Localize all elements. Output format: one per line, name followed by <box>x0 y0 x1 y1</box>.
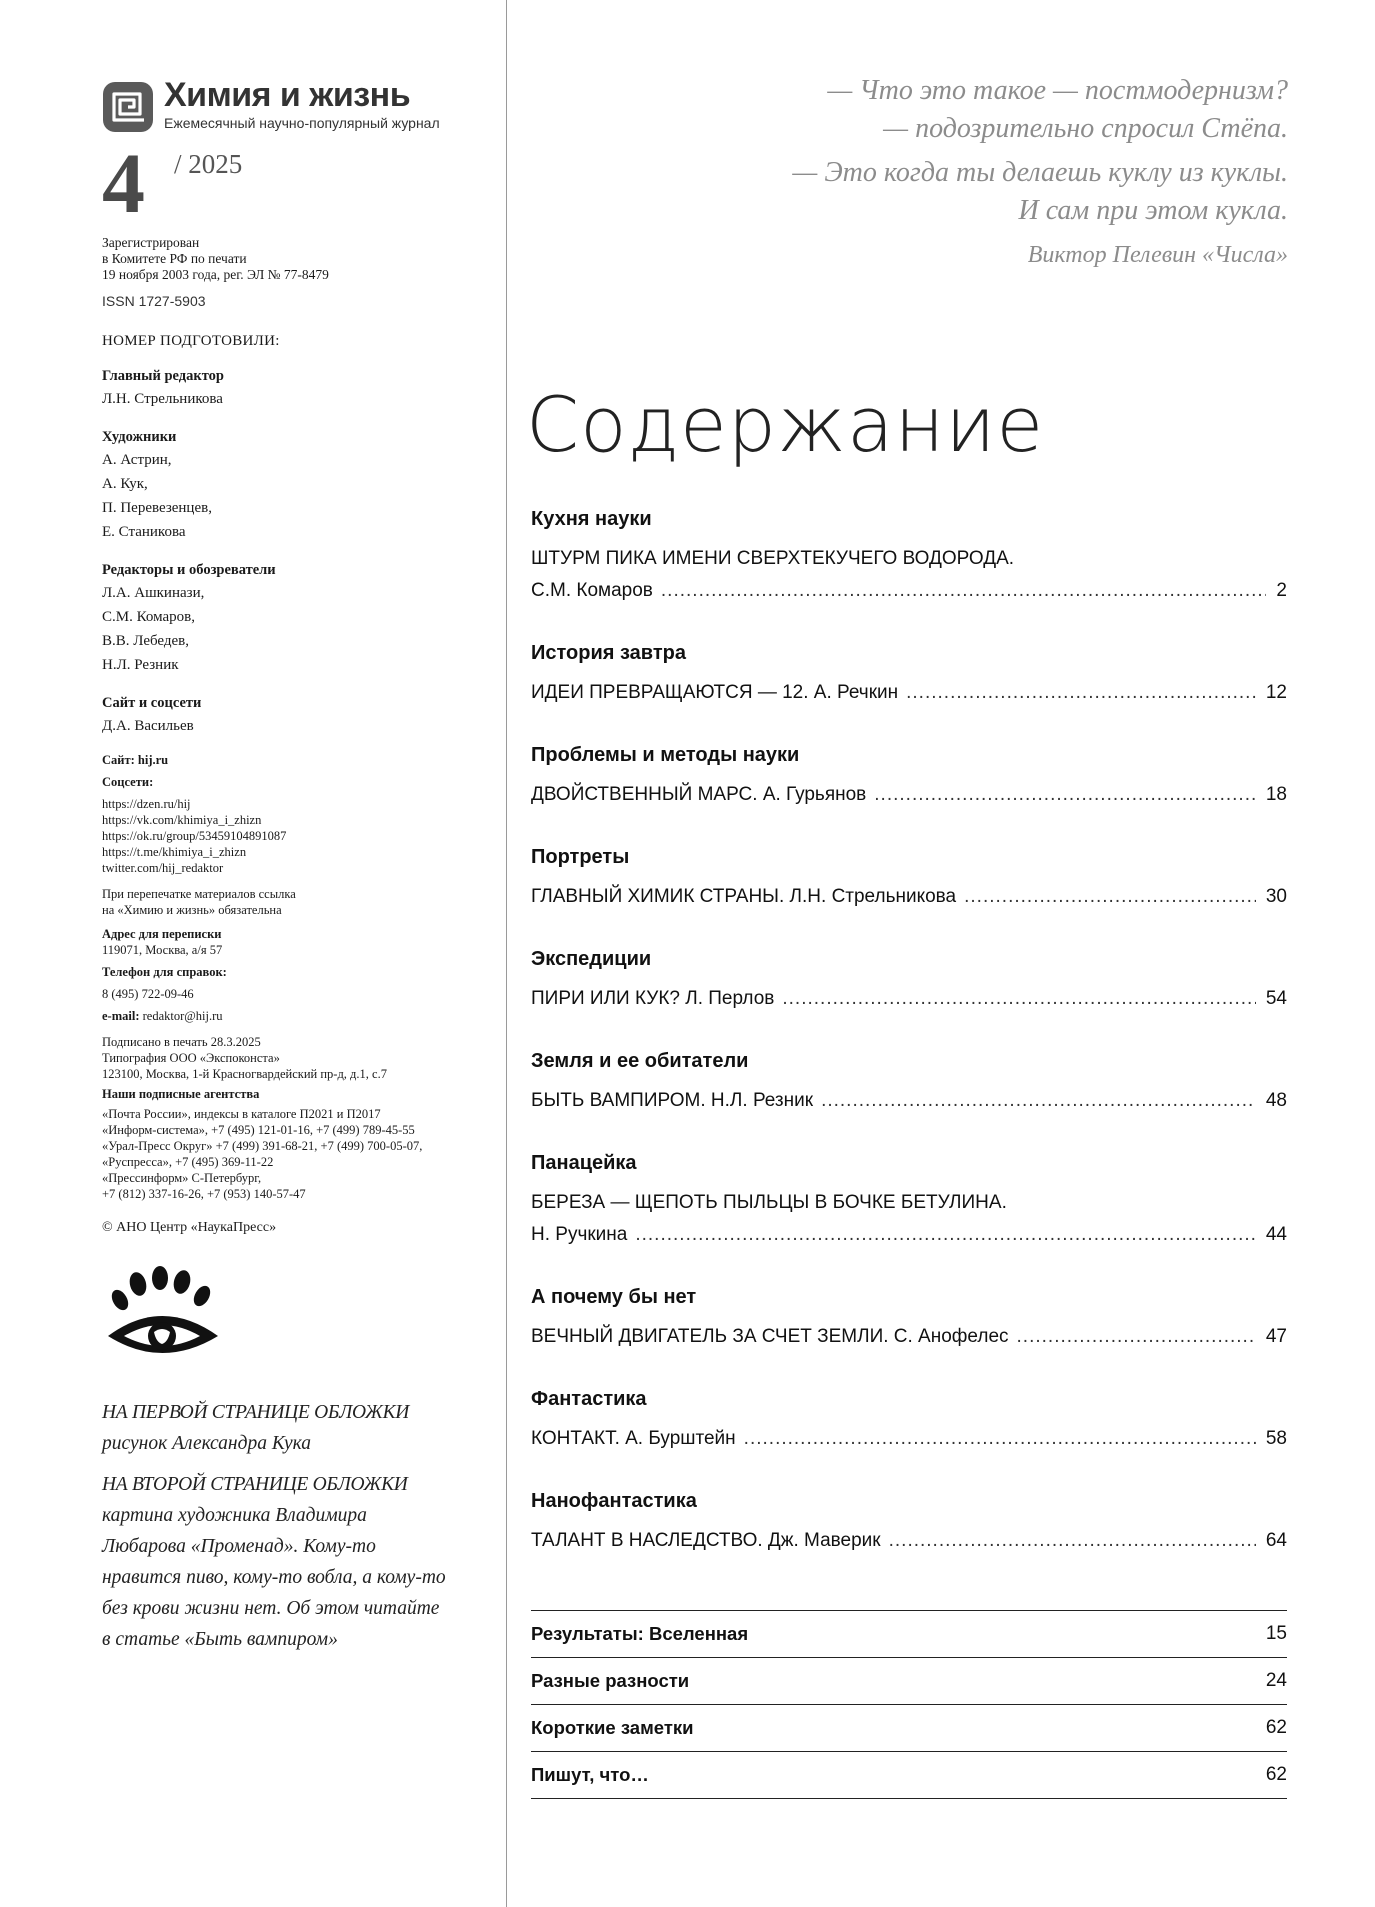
toc-section <box>531 946 1287 1048</box>
agency-line: «Урал-Пресс Округ» +7 (499) 391-68-21, +7 (499) 700-05-07, <box>102 1139 423 1153</box>
issue-number-block <box>102 135 494 231</box>
epigraph-line: И сам при этом кукла. <box>1018 195 1288 226</box>
toc-entry-line <box>531 1321 1287 1353</box>
toc-page-number: 18 <box>1265 784 1287 805</box>
extra-section-row[interactable] <box>531 1658 1287 1705</box>
toc-leader-dots <box>1017 1321 1256 1353</box>
extra-section-label: Результаты: Вселенная <box>531 1623 749 1644</box>
toc-page-number: 64 <box>1265 1530 1287 1551</box>
extra-section-label: Короткие заметки <box>531 1717 694 1738</box>
issn: ISSN 1727-5903 <box>102 293 206 309</box>
agency-line: «Информ-система», +7 (495) 121-01-16, +7 (499) 789-45-55 <box>102 1123 415 1137</box>
toc-entry[interactable] <box>531 543 1287 607</box>
staff-heading: НОМЕР ПОДГОТОВИЛИ: <box>102 333 280 349</box>
editor-name: Л.А. Ашкинази, <box>102 585 205 601</box>
toc-entry-text: ТАЛАНТ В НАСЛЕДСТВО. Дж. Маверик <box>531 1530 881 1551</box>
site-heading: Сайт и соцсети <box>102 695 202 711</box>
first-cover-text: рисунок Александра Кука <box>102 1433 311 1454</box>
toc-section-heading: Проблемы и методы науки <box>531 744 800 766</box>
toc-section <box>531 640 1287 742</box>
extra-section-page: 15 <box>1265 1623 1287 1644</box>
second-cover-line: Любарова «Променад». Кому-то <box>102 1536 376 1557</box>
toc-section-heading: Кухня науки <box>531 508 652 530</box>
toc-title: Содержание <box>526 380 1045 469</box>
toc-page-number: 12 <box>1265 682 1287 703</box>
toc-section <box>531 1488 1287 1568</box>
agency-line: «Почта России», индексы в каталоге П2021 и П2017 <box>102 1107 381 1121</box>
toc-entry[interactable] <box>531 881 1287 913</box>
social-link[interactable]: https://t.me/khimiya_i_zhizn <box>102 845 247 859</box>
cover-notes <box>102 1397 494 1655</box>
toc-entry[interactable] <box>531 1525 1287 1557</box>
extra-section-page: 24 <box>1265 1670 1287 1691</box>
site-person: Д.А. Васильев <box>102 718 194 734</box>
toc-entry-line <box>531 1423 1287 1455</box>
issue-number: 4 <box>102 135 145 231</box>
magazine-subtitle: Ежемесячный научно-популярный журнал <box>164 115 440 131</box>
toc-entry-text: ВЕЧНЫЙ ДВИГАТЕЛЬ ЗА СЧЕТ ЗЕМЛИ. С. Анофелес <box>531 1326 1009 1347</box>
toc-section <box>531 1048 1287 1150</box>
toc-entry-title: БЕРЕЗА — ЩЕПОТЬ ПЫЛЬЦЫ В БОЧКЕ БЕТУЛИНА. <box>531 1192 1007 1213</box>
toc-entry-line <box>531 1219 1287 1251</box>
agency-line: +7 (812) 337-16-26, +7 (953) 140-57-47 <box>102 1187 306 1201</box>
toc-entry[interactable] <box>531 1085 1287 1117</box>
toc-section <box>531 1284 1287 1386</box>
toc-page-number: 44 <box>1265 1224 1287 1245</box>
extra-section-label: Разные разности <box>531 1670 690 1691</box>
artists-heading: Художники <box>102 429 177 445</box>
epigraph-author: Виктор Пелевин «Числа» <box>1027 242 1288 268</box>
toc-section <box>531 506 1287 640</box>
extra-section-row[interactable] <box>531 1705 1287 1752</box>
toc-entry-author: Н. Ручкина <box>531 1224 628 1245</box>
toc-entry[interactable] <box>531 1187 1287 1251</box>
artist-name: П. Перевезенцев, <box>102 500 212 516</box>
epigraph <box>588 72 1288 274</box>
registration-line: 19 ноября 2003 года, рег. ЭЛ № 77-8479 <box>102 267 329 282</box>
social-links <box>102 796 494 876</box>
toc-section <box>531 1150 1287 1284</box>
address-heading: Адрес для переписки <box>102 927 222 941</box>
toc-leader-dots <box>782 983 1255 1015</box>
social-link[interactable]: https://dzen.ru/hij <box>102 797 191 811</box>
artists-list <box>102 448 494 544</box>
toc-entry-text: ГЛАВНЫЙ ХИМИК СТРАНЫ. Л.Н. Стрельникова <box>531 886 957 907</box>
toc-section-heading: История завтра <box>531 642 686 664</box>
toc-section-heading: Фантастика <box>531 1388 647 1410</box>
social-link[interactable]: twitter.com/hij_redaktor <box>102 861 224 875</box>
extra-section-page: 62 <box>1265 1764 1287 1785</box>
site-link[interactable]: hij.ru <box>137 753 169 767</box>
email-line <box>102 1008 494 1024</box>
toc-entry[interactable] <box>531 983 1287 1015</box>
print-line: Подписано в печать 28.3.2025 <box>102 1035 261 1049</box>
toc-entry[interactable] <box>531 1321 1287 1353</box>
toc-entry-line <box>531 575 1287 607</box>
table-of-contents <box>531 506 1287 1568</box>
second-cover-line: без крови жизни нет. Об этом читайте <box>102 1598 440 1619</box>
toc-entry-line <box>531 881 1287 913</box>
toc-entry-author: С.М. Комаров <box>531 580 653 601</box>
agencies-heading: Наши подписные агентства <box>102 1087 260 1101</box>
print-info <box>102 1034 494 1082</box>
first-cover-heading: НА ПЕРВОЙ СТРАНИЦЕ ОБЛОЖКИ <box>102 1402 410 1423</box>
reprint-line: При перепечатке материалов ссылка <box>102 887 296 901</box>
toc-entry[interactable] <box>531 1423 1287 1455</box>
toc-entry[interactable] <box>531 677 1287 709</box>
second-cover-heading: НА ВТОРОЙ СТРАНИЦЕ ОБЛОЖКИ <box>102 1474 408 1495</box>
toc-section-heading: Земля и ее обитатели <box>531 1050 749 1072</box>
site-label: Сайт: <box>102 753 135 767</box>
social-link[interactable]: https://ok.ru/group/53459104891087 <box>102 829 287 843</box>
toc-leader-dots <box>635 1219 1256 1251</box>
agencies-list <box>102 1106 494 1202</box>
imprint-column <box>102 78 494 1655</box>
email-label: e-mail: <box>102 1009 140 1023</box>
toc-page-number: 2 <box>1276 580 1287 601</box>
email-link[interactable]: redaktor@hij.ru <box>142 1009 223 1023</box>
toc-section <box>531 1386 1287 1488</box>
editors-list <box>102 581 494 677</box>
toc-entry-title: ШТУРМ ПИКА ИМЕНИ СВЕРХТЕКУЧЕГО ВОДОРОДА. <box>531 548 1015 569</box>
toc-leader-dots <box>744 1423 1256 1455</box>
toc-leader-dots <box>964 881 1256 913</box>
toc-section-heading: А почему бы нет <box>531 1286 697 1308</box>
copyright: © АНО Центр «НаукаПресс» <box>102 1220 277 1235</box>
epigraph-line: — подозрительно спросил Стёпа. <box>883 113 1288 144</box>
toc-section <box>531 844 1287 946</box>
print-line: 123100, Москва, 1-й Красногвардейский пр-д, д.1, с.7 <box>102 1067 387 1081</box>
extra-section-label: Пишут, что… <box>531 1764 649 1785</box>
epigraph-line: — Что это такое — постмодернизм? <box>827 75 1288 106</box>
issue-year: / 2025 <box>174 149 243 179</box>
toc-page-number: 47 <box>1265 1326 1287 1347</box>
toc-entry-line <box>531 677 1287 709</box>
toc-page-number: 48 <box>1265 1090 1287 1111</box>
registration-line: в Комитете РФ по печати <box>102 251 247 266</box>
toc-section-heading: Экспедиции <box>531 948 652 970</box>
chief-editor-name: Л.Н. Стрельникова <box>102 391 223 407</box>
magazine-title: Химия и жизнь <box>164 76 411 114</box>
toc-leader-dots <box>661 575 1267 607</box>
masthead <box>102 78 494 133</box>
reprint-line: на «Химию и жизнь» обязательна <box>102 903 282 917</box>
address: 119071, Москва, а/я 57 <box>102 943 223 957</box>
registration-line: Зарегистрирован <box>102 235 200 250</box>
toc-entry-text: ДВОЙСТВЕННЫЙ МАРС. А. Гурьянов <box>531 784 867 805</box>
artist-name: А. Астрин, <box>102 452 172 468</box>
toc-page-number: 30 <box>1265 886 1287 907</box>
toc-section-heading: Нанофантастика <box>531 1490 697 1512</box>
second-cover-line: картина художника Владимира <box>102 1505 367 1526</box>
second-cover-line: нравится пиво, кому-то вобла, а кому-то <box>102 1567 446 1588</box>
toc-section <box>531 742 1287 844</box>
toc-section-heading: Панацейка <box>531 1152 637 1174</box>
toc-entry-line <box>531 1525 1287 1557</box>
toc-leader-dots <box>821 1085 1256 1117</box>
toc-section-heading: Портреты <box>531 846 630 868</box>
extra-section-row[interactable] <box>531 1611 1287 1658</box>
agency-line: «Руспресса», +7 (495) 369-11-22 <box>102 1155 274 1169</box>
artist-name: Е. Станикова <box>102 524 186 540</box>
epigraph-line: — Это когда ты делаешь куклу из куклы. <box>792 157 1288 188</box>
second-cover-line: в статье «Быть вампиром» <box>102 1629 338 1650</box>
print-line: Типография ООО «Экспоконста» <box>102 1051 280 1065</box>
toc-entry-text: ПИРИ ИЛИ КУК? Л. Перлов <box>531 988 775 1009</box>
toc-entry-text: БЫТЬ ВАМПИРОМ. Н.Л. Резник <box>531 1090 814 1111</box>
chief-editor-heading: Главный редактор <box>102 368 224 384</box>
reprint-notice <box>102 886 494 918</box>
toc-entry-text: КОНТАКТ. А. Бурштейн <box>531 1428 736 1449</box>
toc-entry-text: ИДЕИ ПРЕВРАЩАЮТСЯ — 12. А. Речкин <box>531 682 899 703</box>
toc-entry[interactable] <box>531 779 1287 811</box>
toc-page-number: 58 <box>1265 1428 1287 1449</box>
toc-leader-dots <box>906 677 1256 709</box>
eye-drawing-icon <box>102 1266 222 1374</box>
social-link[interactable]: https://vk.com/khimiya_i_zhizn <box>102 813 262 827</box>
editor-name: В.В. Лебедев, <box>102 633 190 649</box>
site-line <box>102 752 494 768</box>
extra-section-row[interactable] <box>531 1752 1287 1799</box>
toc-entry-line <box>531 983 1287 1015</box>
toc-entry-line <box>531 1085 1287 1117</box>
registration-info <box>102 235 494 283</box>
phone-heading: Телефон для справок: <box>102 965 227 979</box>
editors-heading: Редакторы и обозреватели <box>102 562 276 578</box>
extra-section-page: 62 <box>1265 1717 1287 1738</box>
column-divider <box>506 0 507 1907</box>
toc-leader-dots <box>874 779 1256 811</box>
editor-name: С.М. Комаров, <box>102 609 195 625</box>
agency-line: «Прессинформ» С-Петербург, <box>102 1171 262 1185</box>
toc-entry-line <box>531 779 1287 811</box>
toc-leader-dots <box>889 1525 1256 1557</box>
extra-sections-table <box>531 1610 1287 1799</box>
artist-name: А. Кук, <box>102 476 148 492</box>
editor-name: Н.Л. Резник <box>102 657 179 673</box>
social-heading: Соцсети: <box>102 775 154 789</box>
phone: 8 (495) 722-09-46 <box>102 987 194 1001</box>
spiral-logo-icon <box>102 81 154 133</box>
toc-page-number: 54 <box>1265 988 1287 1009</box>
